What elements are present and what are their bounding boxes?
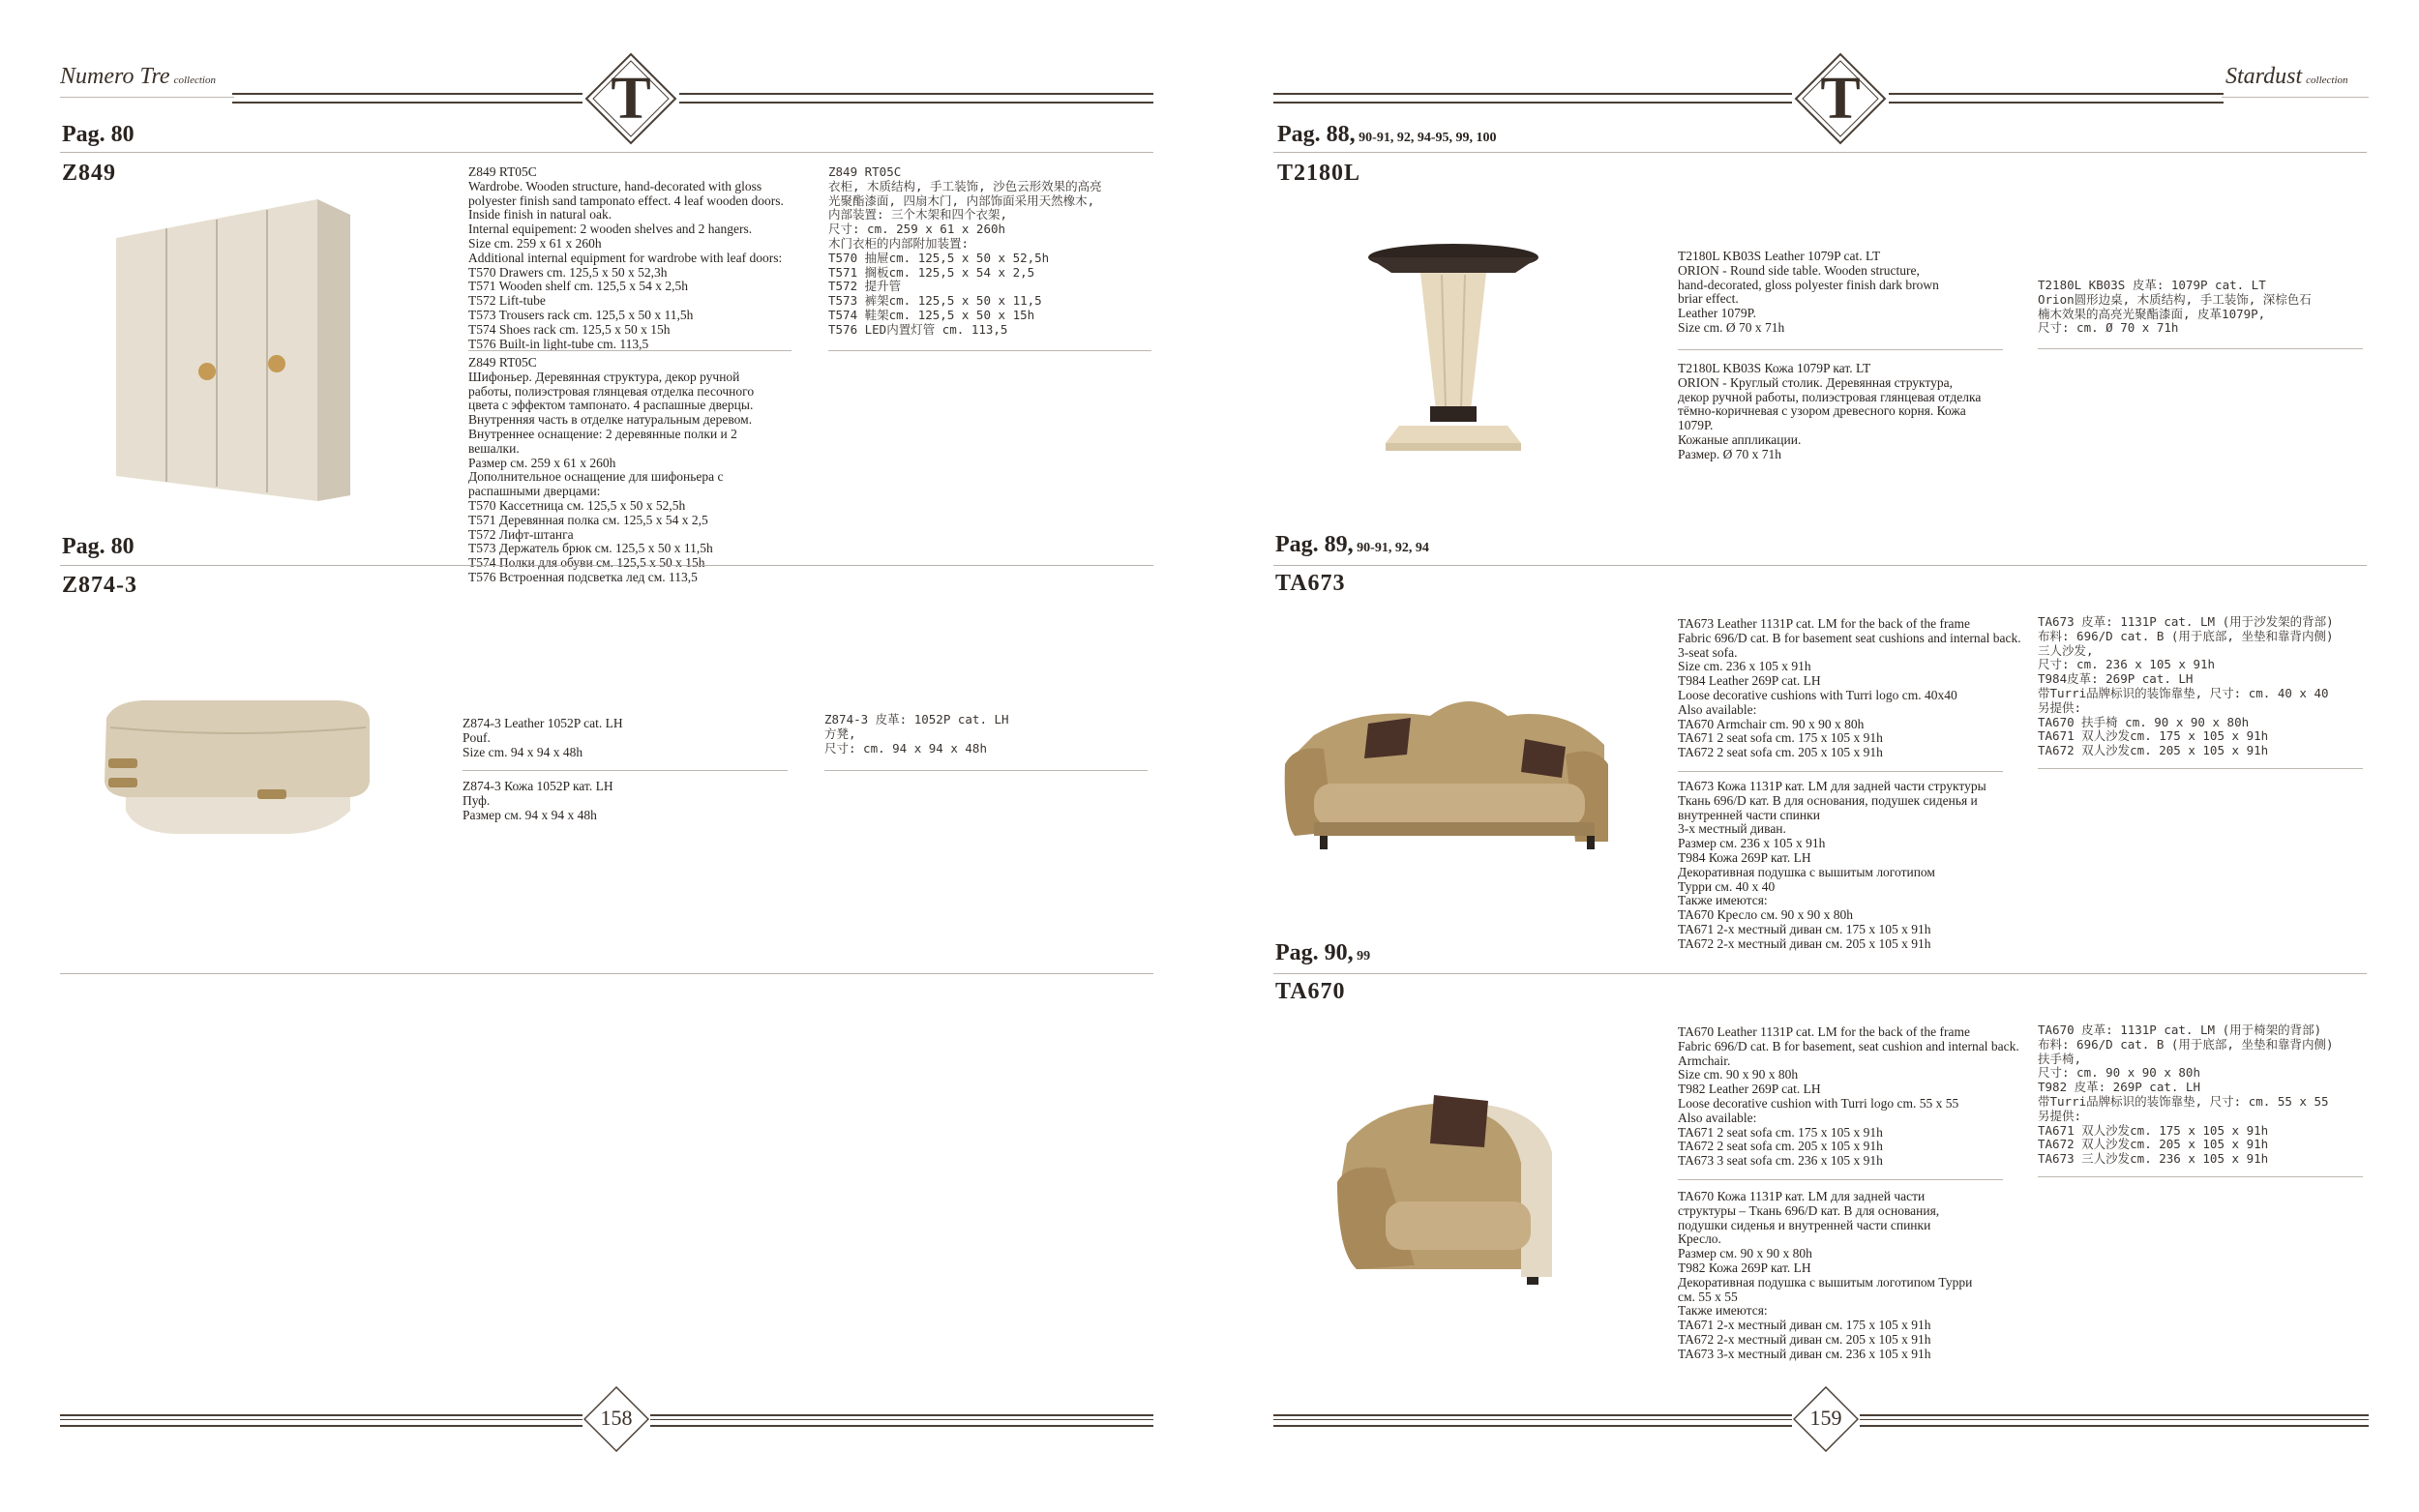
description-ru: T2180L KB03S Кожа 1079P кат. LT ORION - Круглый столик. Деревянная структура, декор ручной работы, полиэстровая глянцевая отделка тёмно-коричневая с узором древесного корня. Кожа 1079P. Кожаные аппликации. Размер. Ø 70 x 71h: [1678, 361, 1982, 461]
footer-rule: [1273, 1414, 1792, 1427]
page-number: 158: [600, 1406, 633, 1430]
section-rule: [1273, 152, 2367, 153]
description-en: TA673 Leather 1131P cat. LM for the back of the frame Fabric 696/D cat. B for basement seat cushions and internal back. 3-seat sofa. Size cm. 236 x 105 x 91h T984 Leather 269P cat. LH Loose decorative cushions with Turri logo cm. 40x40 Also available: TA670 Armchair cm. 90 x 90 x 80h TA671 2 seat sofa cm. 175 x 105 x 91h TA672 2 seat sofa cm. 205 x 105 x 91h: [1678, 616, 2021, 760]
sofa-image: [1275, 677, 1614, 856]
description-ru: Z874-3 Кожа 1052P кат. LH Пуф. Размер см. 94 x 94 x 48h: [463, 779, 613, 822]
description-zh: Z849 RT05C 衣柜, 木质结构, 手工装饰, 沙色云形效果的高亮 光聚酯漆面, 四扇木门, 内部饰面采用天然橡木, 内部装置: 三个木架和四个衣架, 尺寸: cm. 259 x 61 x 260h 木门衣柜的内部附加装置: T570 抽屉cm. 125,5 x 50 x 52,5h T571 搁板cm. 125,5 x 54 x 2,5 T572 提升管 T573 裤架cm. 125,5 x 50 x 11,5 T574 鞋架cm. 125,5 x 50 x 15h T576 LED内置灯管 cm. 113,5: [828, 164, 1102, 337]
page-ref-main: Pag. 89,: [1275, 532, 1354, 557]
brand-sub: collection: [173, 74, 216, 86]
t-logo-icon: [584, 52, 677, 145]
product-code: TA673: [1275, 571, 1346, 596]
brand-name: Numero Tre: [60, 64, 170, 89]
text-divider: [1678, 771, 2003, 772]
section-rule: [1273, 565, 2367, 566]
page-ref-main: Pag. 90,: [1275, 940, 1354, 965]
text-divider: [463, 770, 788, 771]
product-code: T2180L: [1277, 161, 1361, 186]
text-divider: [828, 350, 1151, 351]
logo-letter: T: [611, 66, 651, 132]
footer-rule: [650, 1414, 1153, 1427]
product-code: Z874-3: [62, 573, 137, 598]
description-ru: TA670 Кожа 1131P кат. LM для задней части структуры – Ткань 696/D кат. B для основания, подушки сиденья и внутренней части спинки Кресло. Размер см. 90 x 90 x 80h T982 Кожа 269P кат. LH Декоративная подушка с вышитым логотипом Турри см. 55 x 55 Также имеются: TA671 2-х местный диван см. 175 x 105 x 91h TA672 2-х местный диван см. 205 x 105 x 91h TA673 3-х местный диван см. 236 x 105 x 91h: [1678, 1189, 1973, 1361]
page-ref-extra: 90-91, 92, 94-95, 99, 100: [1355, 131, 1497, 145]
description-zh: TA670 皮革: 1131P cat. LM (用于椅架的背部) 布料: 696/D cat. B (用于底部, 坐垫和靠背内侧) 扶手椅, 尺寸: cm. 90 x 90 x 80h T982 皮革: 269P cat. LH 带Turri品牌标识的装饰靠垫, 尺寸: cm. 55 x 55 另提供: TA671 双人沙发cm. 175 x 105 x 91h TA672 双人沙发cm. 205 x 105 x 91h TA673 三人沙发cm. 236 x 105 x 91h: [2038, 1023, 2334, 1167]
section-rule: [60, 152, 1153, 153]
description-ru: TA673 Кожа 1131P кат. LM для задней части структуры Ткань 696/D кат. B для основания, подушек сиденья и внутренней части спинки 3-х местный диван. Размер см. 236 x 105 x 91h T984 Кожа 269P кат. LH Декоративная подушка с вышитым логотипом Турри см. 40 x 40 Также имеются: TA670 Кресло см. 90 x 90 x 80h TA671 2-х местный диван см. 175 x 105 x 91h TA672 2-х местный диван см. 205 x 105 x 91h: [1678, 779, 1986, 951]
header-rule: [1889, 93, 2224, 104]
pouf-image: [97, 689, 377, 844]
text-divider: [824, 770, 1148, 771]
description-en: T2180L KB03S Leather 1079P cat. LT ORION - Round side table. Wooden structure, hand-decorated, gloss polyester finish dark brown briar effect. Leather 1079P. Size cm. Ø 70 x 71h: [1678, 249, 1939, 335]
page-ref-extra: 90-91, 92, 94: [1353, 541, 1429, 555]
header-rule-thin: [60, 97, 234, 98]
page-ref-extra: 99: [1353, 949, 1371, 964]
brand-name: Stardust: [2225, 64, 2303, 89]
text-divider: [2038, 1176, 2363, 1177]
section-rule: [60, 973, 1153, 974]
armchair-image: [1328, 1076, 1560, 1289]
page-ref: [1275, 940, 1370, 966]
page-ref: Pag. 80: [62, 534, 134, 559]
description-zh: TA673 皮革: 1131P cat. LM (用于沙发架的背部) 布料: 696/D cat. B (用于底部, 坐垫和靠背内侧) 三人沙发, 尺寸: cm. 236 x 105 x 91h T984皮革: 269P cat. LH 带Turri品牌标识的装饰靠垫, 尺寸: cm. 40 x 40 另提供: TA670 扶手椅 cm. 90 x 90 x 80h TA671 双人沙发cm. 175 x 105 x 91h TA672 双人沙发cm. 205 x 105 x 91h: [2038, 614, 2334, 758]
page-ref: Pag. 80: [62, 122, 134, 147]
header-rule: [1273, 93, 1792, 104]
brand-numero-tre: [60, 64, 216, 90]
brand-sub: collection: [2306, 74, 2348, 86]
section-rule: [60, 565, 1153, 566]
t-logo-icon: [1794, 52, 1887, 145]
text-divider: [1678, 1179, 2003, 1180]
brand-stardust: [2225, 64, 2348, 90]
logo-letter: T: [1820, 66, 1861, 132]
page-ref: [1275, 532, 1429, 558]
text-divider: [2038, 768, 2363, 769]
text-divider: [1678, 349, 2003, 350]
description-en: Z874-3 Leather 1052P cat. LH Pouf. Size cm. 94 x 94 x 48h: [463, 716, 623, 759]
product-code: TA670: [1275, 979, 1346, 1004]
text-divider: [468, 350, 791, 351]
description-en: TA670 Leather 1131P cat. LM for the back of the frame Fabric 696/D cat. B for basement, seat cushion and internal back. Armchair. Size cm. 90 x 90 x 80h T982 Leather 269P cat. LH Loose decorative cushion with Turri logo cm. 55 x 55 Also available: TA671 2 seat sofa cm. 175 x 105 x 91h TA672 2 seat sofa cm. 205 x 105 x 91h TA673 3 seat sofa cm. 236 x 105 x 91h: [1678, 1024, 2019, 1169]
page-ref: [1277, 122, 1497, 148]
description-en: Z849 RT05C Wardrobe. Wooden structure, hand-decorated with gloss polyester finish sand tamponato effect. 4 leaf wooden doors. Inside finish in natural oak. Internal equipement: 2 wooden shelves and 2 hangers. Size cm. 259 x 61 x 260h Additional internal equipment for wardrobe with leaf doors: T570 Drawers cm. 125,5 x 50 x 52,3h T571 Wooden shelf cm. 125,5 x 54 x 2,5h T572 Lift-tube T573 Trousers rack cm. 125,5 x 50 x 11,5h T574 Shoes rack cm. 125,5 x 50 x 15h T576 Built-in light-tube cm. 113,5: [468, 164, 784, 351]
product-code: Z849: [62, 161, 117, 186]
description-ru: Z849 RT05C Шифоньер. Деревянная структура, декор ручной работы, полиэстровая глянцевая отделка песочного цвета с эффектом тампонато. 4 распашные дверцы. Внутренняя часть в отделке натуральным деревом. Внутреннее оснащение: 2 деревянные полки и 2 вешалки. Размер см. 259 x 61 x 260h Дополнительное оснащение для шифоньера с распашными дверцами: T570 Кассетница см. 125,5 x 50 x 52,5h T571 Деревянная полка см. 125,5 x 54 x 2,5 T572 Лифт-штанга T573 Держатель брюк см. 125,5 x 50 x 11,5h T574 Полки для обуви см. 125,5 x 50 x 15h T576 Встроенная подсветка лед см. 113,5: [468, 355, 755, 584]
section-rule: [1273, 973, 2367, 974]
page-ref-main: Pag. 88,: [1277, 122, 1356, 147]
page-number: 159: [1809, 1406, 1842, 1430]
text-divider: [2038, 348, 2363, 349]
header-rule-thin: [2222, 97, 2369, 98]
description-zh: Z874-3 皮革: 1052P cat. LH 方凳, 尺寸: cm. 94 x 94 x 48h: [824, 712, 1009, 756]
footer-rule: [60, 1414, 582, 1427]
header-rule: [232, 93, 582, 104]
side-table-image: [1364, 240, 1548, 453]
footer-rule: [1860, 1414, 2369, 1427]
header-rule: [679, 93, 1153, 104]
description-zh: T2180L KB03S 皮革: 1079P cat. LT Orion圆形边桌, 木质结构, 手工装饰, 深棕色石 楠木效果的高亮光聚酯漆面, 皮革1079P, 尺寸: cm. Ø 70 x 71h: [2038, 278, 2312, 336]
wardrobe-image: [106, 193, 358, 503]
